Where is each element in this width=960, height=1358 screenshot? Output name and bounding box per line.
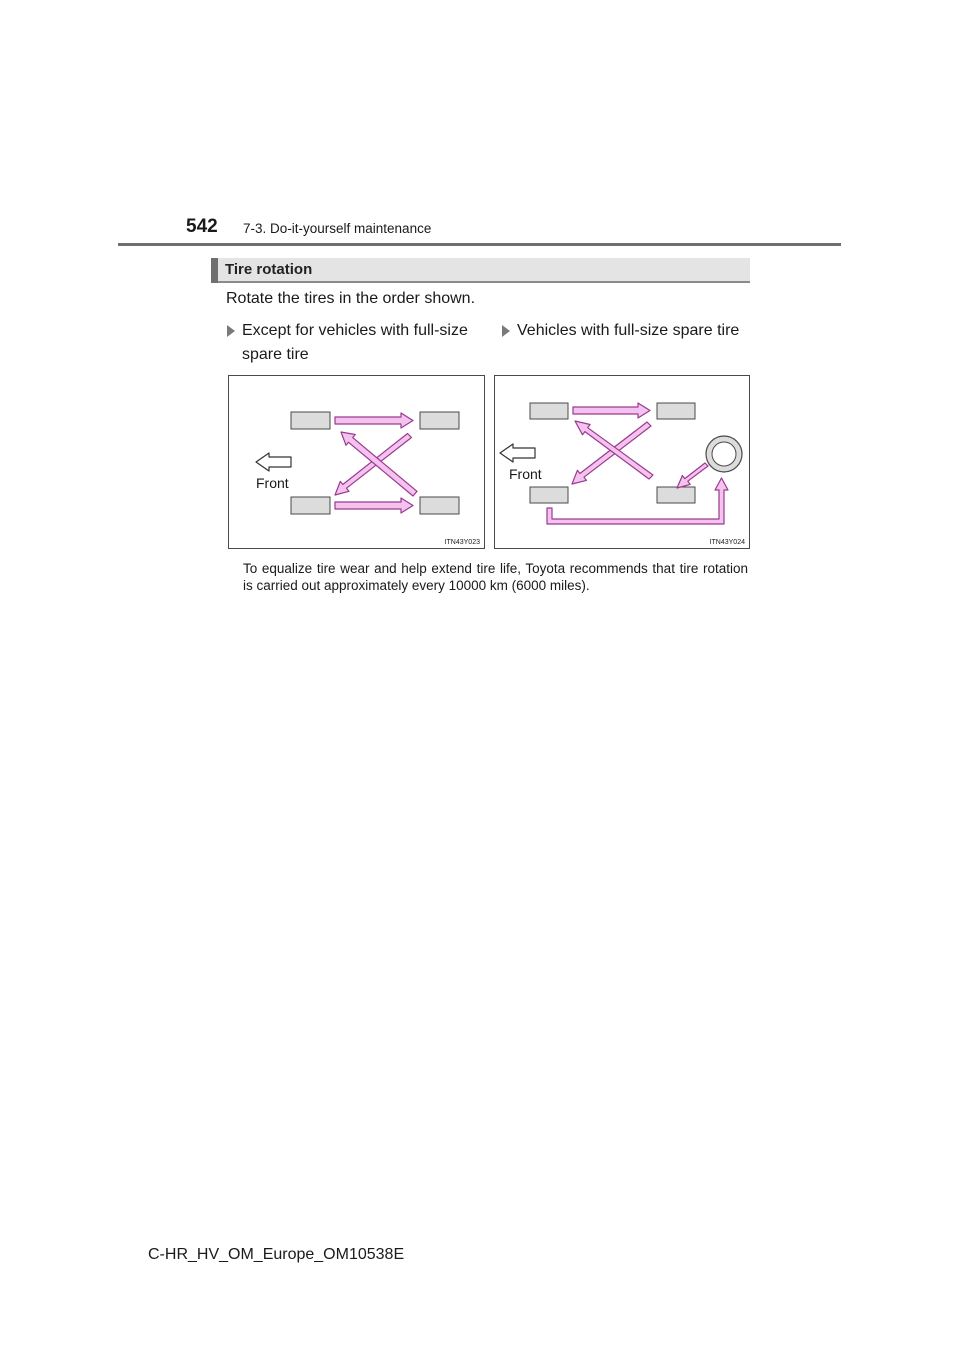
header-rule (118, 243, 841, 246)
variant-label-no-spare (227, 319, 483, 369)
footer-doc-id: C-HR_HV_OM_Europe_OM10538E (148, 1246, 405, 1263)
triangle-bullet-icon (227, 325, 235, 337)
front-arrow-icon (256, 453, 291, 471)
rotation-arrow-icon (677, 463, 708, 488)
page-number: 542 (186, 216, 218, 237)
tire-icon (530, 487, 568, 503)
variant-label-text: Vehicles with full-size spare tire (517, 322, 740, 339)
tire-icon (420, 412, 459, 429)
rotation-diagram-svg (495, 376, 751, 550)
rotation-arrow-icon (547, 478, 728, 524)
rotation-diagram-svg (229, 376, 486, 550)
tire-icon (420, 497, 459, 514)
variant-label-text: Except for vehicles with full-size spare tire (242, 322, 468, 363)
rotation-arrow-icon (335, 498, 413, 513)
section-title: 7-3. Do-it-yourself maintenance (243, 221, 432, 236)
rotation-arrow-icon (573, 403, 650, 418)
rotation-diagram-no-spare (228, 375, 485, 549)
tire-icon (291, 412, 330, 429)
figure-code: ITN43Y024 (709, 539, 745, 546)
heading-accent (211, 258, 218, 283)
spare-tire-icon (706, 436, 742, 472)
heading-title: Tire rotation (225, 261, 313, 278)
rotation-diagram-full-spare (494, 375, 750, 549)
front-label: Front (509, 466, 542, 482)
tire-icon (291, 497, 330, 514)
variant-label-full-spare (502, 319, 746, 369)
tire-icon (657, 403, 695, 419)
rotation-arrow-icon (335, 413, 413, 428)
maintenance-note: To equalize tire wear and help extend tire life, Toyota recommends that tire rotation is carried out approximately every 10000 km (6000 miles). (243, 561, 748, 593)
figure-code: ITN43Y023 (444, 539, 480, 546)
tire-icon (657, 487, 695, 503)
heading-bar (211, 258, 750, 283)
front-arrow-icon (500, 444, 535, 462)
triangle-bullet-icon (502, 325, 510, 337)
intro-text: Rotate the tires in the order shown. (226, 290, 476, 307)
front-label: Front (256, 475, 289, 491)
tire-icon (530, 403, 568, 419)
